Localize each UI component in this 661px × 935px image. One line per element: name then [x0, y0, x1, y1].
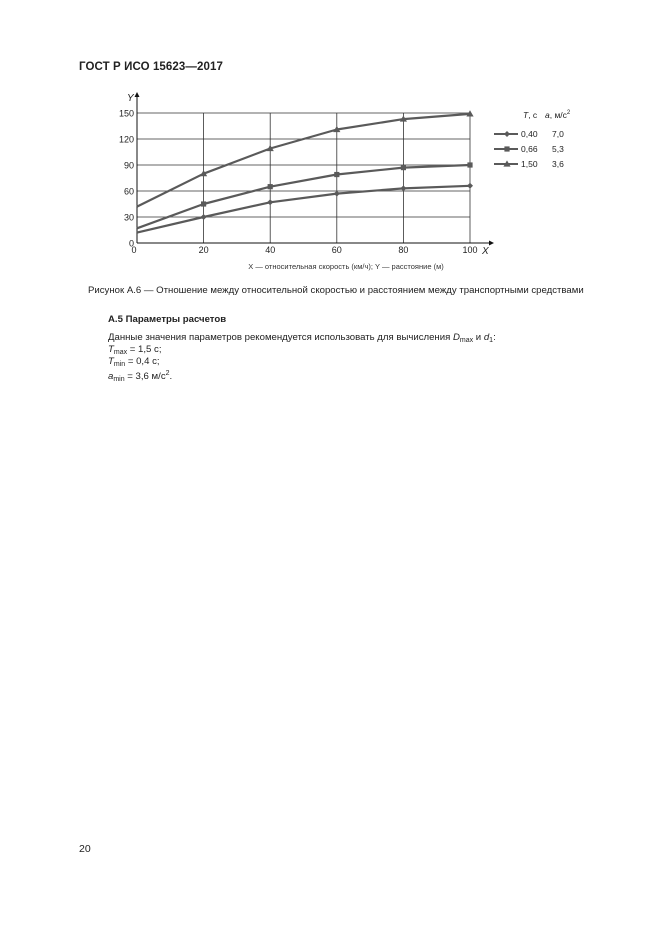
legend-header-a: a, $м/с^2$: [545, 110, 571, 120]
figure-caption: Рисунок А.6 — Отношение между относительной скоростью и расстоянием между транспортными средствами: [88, 285, 584, 296]
t-min-value: = 0,4 с;: [125, 356, 160, 367]
y-tick-label: 90: [123, 160, 134, 171]
x-tick-label: 80: [398, 245, 409, 255]
data-point: [201, 201, 206, 206]
legend-a-value: 3,6: [552, 159, 564, 169]
legend-a-value: 5,3: [552, 144, 564, 154]
distance-speed-chart: [0, 0, 661, 280]
y-tick-label: 150: [118, 108, 134, 119]
t-min-symbol: T: [108, 356, 114, 367]
series-line-2: [137, 114, 470, 207]
y-tick-label: 60: [123, 186, 134, 197]
d-max-subscript: max: [459, 337, 474, 344]
t-max-value: = 1,5 с;: [127, 344, 162, 355]
a-min-symbol: a: [108, 371, 114, 382]
t-max-subscript: max: [113, 349, 128, 356]
chart-legend: [494, 110, 571, 169]
x-axis-arrow: [489, 241, 494, 246]
y-tick-label: 30: [123, 212, 134, 223]
x-tick-label: 0: [131, 245, 137, 255]
a-min-subscript: min: [113, 376, 125, 383]
page-number: 20: [79, 843, 91, 855]
x-tick-label: 100: [462, 245, 478, 255]
legend-t-value: 1,50: [521, 159, 538, 169]
legend-a-value: 7,0: [552, 129, 564, 139]
y-tick-label: 120: [118, 134, 134, 145]
section-title: А.5 Параметры расчетов: [108, 314, 227, 325]
section-intro: [108, 332, 496, 347]
legend-marker: [504, 131, 510, 137]
d1-symbol: d: [483, 332, 490, 343]
intro-end: :: [493, 332, 496, 343]
chart-series: [137, 110, 474, 232]
legend-t-value: 0,66: [521, 144, 538, 154]
a-min-end: .: [169, 371, 173, 382]
data-point: [401, 165, 406, 170]
data-point: [201, 214, 207, 220]
data-point: [400, 185, 406, 191]
a-min-value: = 3,6 м/с: [124, 371, 166, 382]
x-axis-letter: X: [482, 246, 489, 257]
intro-text: Данные значения параметров рекомендуется использовать для вычисления: [108, 332, 453, 343]
data-point: [268, 184, 273, 189]
data-point: [467, 162, 472, 167]
x-tick-label: 20: [198, 245, 209, 255]
a-min-superscript: 2: [165, 370, 170, 377]
param-a-min: [108, 368, 172, 386]
d1-subscript: 1: [489, 337, 494, 344]
legend-marker: [504, 146, 509, 151]
data-point: [334, 172, 339, 177]
t-max-symbol: T: [108, 344, 114, 355]
intro-and: и: [473, 332, 484, 343]
t-min-subscript: min: [113, 361, 126, 368]
x-axis-label: X — относительная скорость (км/ч); Y — расстояние (м): [248, 262, 444, 271]
x-tick-label: 60: [331, 245, 342, 255]
legend-t-value: 0,40: [521, 129, 538, 139]
series-line-1: [137, 165, 470, 228]
legend-header-t: T, с: [523, 110, 538, 120]
y-axis-letter: Y: [127, 93, 134, 104]
document-header: ГОСТ Р ИСО 15623—2017: [79, 61, 224, 73]
chart-grid: [137, 113, 470, 243]
data-point: [267, 199, 273, 205]
chart-axes: [119, 92, 494, 271]
y-tick-label: 0: [128, 238, 134, 249]
data-point: [467, 183, 473, 189]
data-point: [334, 191, 340, 197]
x-tick-label: 40: [265, 245, 276, 255]
y-axis-arrow: [135, 92, 140, 97]
d-max-symbol: D: [452, 332, 460, 343]
